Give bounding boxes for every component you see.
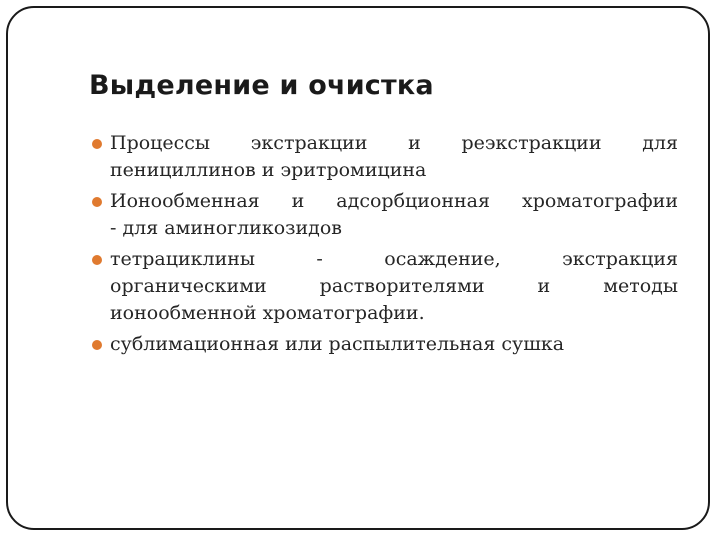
slide-frame: [6, 6, 710, 530]
bullet-line: тетрациклины - осаждение, экстракция: [110, 248, 678, 270]
bullet-dot-icon: [92, 340, 102, 350]
bullet-item: [92, 130, 678, 184]
bullet-dot-icon: [92, 139, 102, 149]
bullet-line: ионообменной хроматографии.: [110, 302, 425, 324]
bullet-item: [92, 246, 678, 327]
bullet-dot-icon: [92, 197, 102, 207]
slide-title: Выделение и очистка: [89, 70, 434, 101]
bullet-item: [92, 331, 678, 358]
bullet-line: - для аминогликозидов: [110, 217, 342, 239]
bullet-line: Ионообменная и адсорбционная хроматографии: [110, 190, 678, 212]
bullet-list: [92, 130, 678, 362]
bullet-line: органическими растворителями и методы: [110, 275, 678, 297]
bullet-line: пенициллинов и эритромицина: [110, 159, 427, 181]
bullet-line: сублимационная или распылительная сушка: [110, 333, 565, 355]
bullet-line: Процессы экстракции и реэкстракции для: [110, 132, 678, 154]
bullet-dot-icon: [92, 255, 102, 265]
bullet-item: [92, 188, 678, 242]
